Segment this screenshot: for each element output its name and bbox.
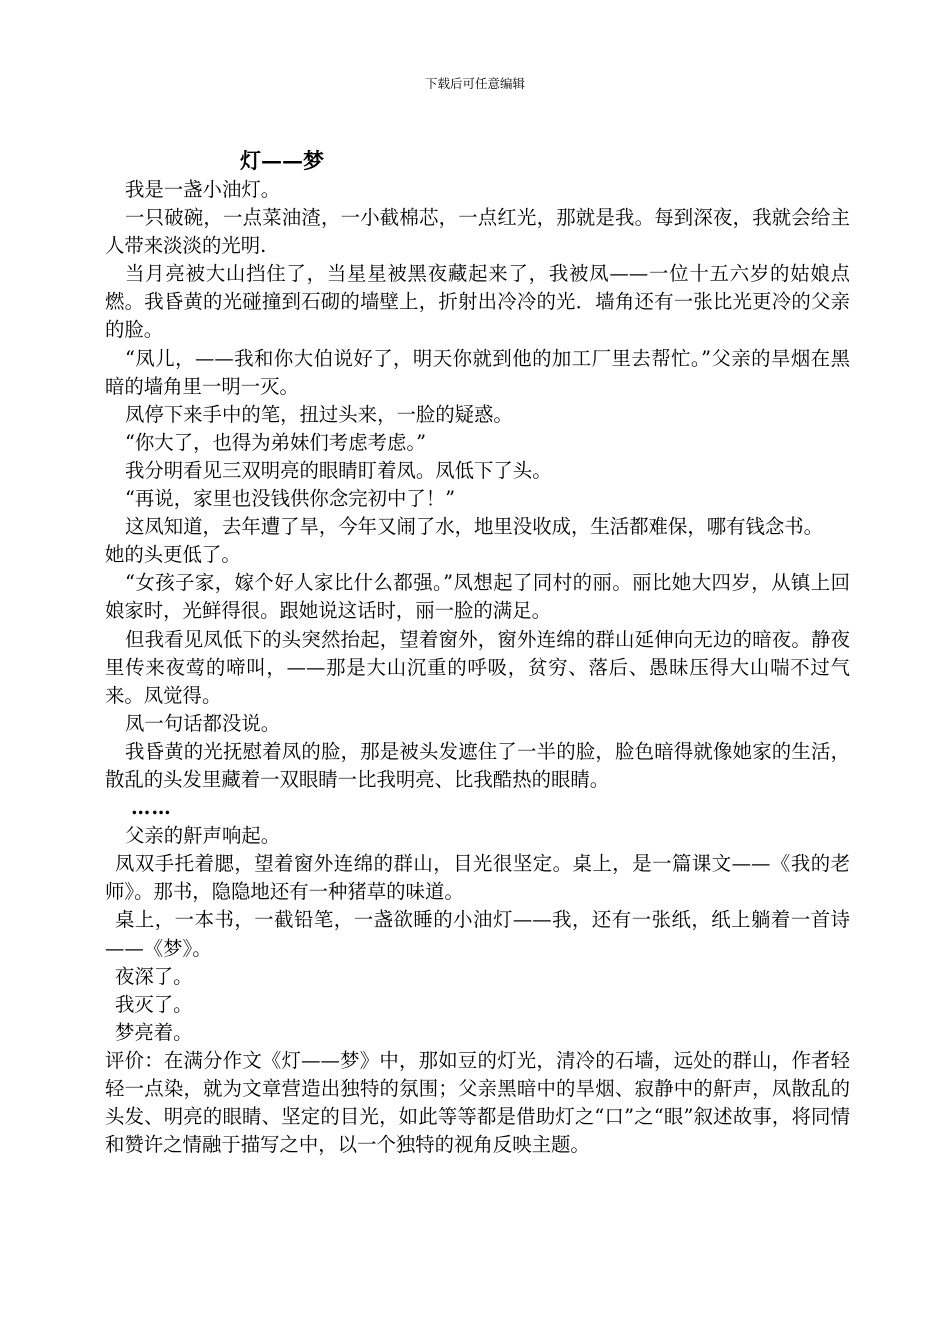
ellipsis: …… [131, 796, 172, 820]
header-note: 下载后可任意编辑 [424, 76, 525, 91]
commentary-paragraph: 评价：在满分作文《灯——梦》中，那如豆的灯光，清冷的石墙，远处的群山，作者轻轻一点染，就为文章营造出独特的氛围；父亲黑暗中的旱烟、寂静中的鼾声，凤散乱的头发、明亮的眼睛、坚定的目光，如此等等都是借助灯之“口”之“眼”叙述故事，将同情和赞许之情融于描写之中，以一个独特的视角反映主题。 [105, 1048, 850, 1157]
paragraph: 一只破碗，一点菜油渣，一小截棉芯，一点红光，那就是我。每到深夜，我就会给主人带来淡淡的光明. [105, 206, 850, 258]
paragraph: 当月亮被大山挡住了，当星星被黑夜藏起来了，我被凤——一位十五六岁的姑娘点燃。我昏黄的光碰撞到石砌的墙壁上，折射出冷冷的光．墙角还有一张比光更冷的父亲的脸。 [105, 262, 850, 342]
paragraph: “女孩子家，嫁个好人家比什么都强。”凤想起了同村的丽。丽比她大四岁，从镇上回 娘家时，光鲜得很。跟她说这话时，丽一脸的满足。 [105, 571, 850, 623]
essay-title: 灯——梦 [240, 148, 324, 173]
paragraph: 我昏黄的光抚慰着凤的脸，那是被头发遮住了一半的脸，脸色暗得就像她家的生活，散乱的头发里藏着一双眼睛一比我明亮、比我酷热的眼睛。 [105, 739, 850, 791]
paragraph: 我是一盏小油灯。 [125, 178, 281, 201]
paragraph: 我分明看见三双明亮的眼睛盯着凤。凤低下了头。 [125, 458, 552, 482]
paragraph: 这凤知道，去年遭了旱，今年又闹了水，地里没收成，生活都难保，哪有钱念书。 [125, 515, 824, 539]
paragraph: 我灭了。 [115, 992, 193, 1016]
paragraph: “再说，家里也没钱供你念完初中了！” [125, 487, 456, 511]
paragraph: 她的头更低了。 [105, 543, 241, 567]
paragraph: 凤停下来手中的笔，扭过头来，一脸的疑惑。 [125, 402, 513, 426]
paragraph: 凤双手托着腮，望着窗外连绵的群山，目光很坚定。桌上，是一篇课文——《我的老师》。那书，隐隐地还有一种猪草的味道。 [105, 852, 850, 904]
paragraph: 夜深了。 [115, 964, 193, 988]
paragraph: 但我看见凤低下的头突然抬起，望着窗外，窗外连绵的群山延伸向无边的暗夜。静夜里传来夜莺的啼叫，——那是大山沉重的呼吸，贫穷、落后、愚昧压得大山喘不过气来。凤觉得。 [105, 627, 850, 707]
paragraph: 梦亮着。 [115, 1020, 193, 1044]
paragraph: “你大了，也得为弟妹们考虑考虑。” [125, 430, 426, 454]
paragraph: 父亲的鼾声响起。 [125, 824, 281, 848]
paragraph: 桌上，一本书，一截铅笔，一盏欲睡的小油灯——我，还有一张纸，纸上躺着一首诗——《梦》。 [105, 908, 850, 960]
paragraph: “凤儿，——我和你大伯说好了，明天你就到他的加工厂里去帮忙。”父亲的旱烟在黑暗的墙角里一明一灭。 [105, 346, 850, 398]
paragraph: 凤一句话都没说。 [125, 711, 281, 735]
essay-body [105, 176, 850, 1159]
